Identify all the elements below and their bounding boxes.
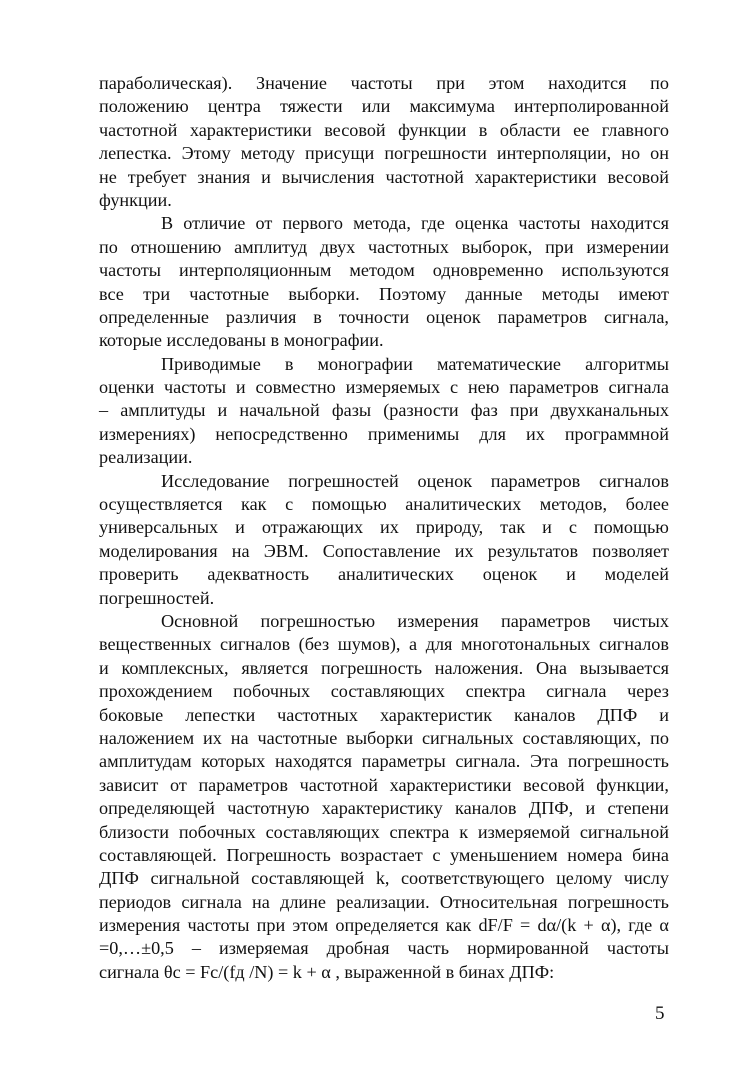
text-line: определяющей частотную характеристику каналов ДПФ, и степени	[99, 798, 669, 819]
text-line: Приводимые в монографии математические алгоритмы	[161, 353, 669, 374]
text-line: периодов сигнала на длине реализации. Относительная погрешность	[99, 891, 669, 912]
text-line: зависит от параметров частотной характеристики весовой функции,	[99, 774, 669, 795]
text-line: моделирования на ЭВМ. Сопоставление их результатов позволяет	[99, 540, 669, 561]
body-text	[99, 72, 669, 984]
text-line: измерениях) непосредственно применимы для их программной	[99, 423, 669, 444]
text-line: измерения частоты при этом определяется как dF/F = dα/(k + α), где α	[99, 915, 669, 936]
text-line: =0,…±0,5 – измеряемая дробная часть нормированной частоты	[99, 938, 669, 959]
paragraph	[99, 212, 669, 352]
text-line: параболическая). Значение частоты при этом находится по	[99, 73, 669, 93]
paragraph	[99, 470, 669, 610]
text-line: функции.	[99, 189, 172, 210]
text-line: которые исследованы в монографии.	[99, 330, 384, 351]
text-line: составляющей. Погрешность возрастает с уменьшением номера бина	[99, 844, 669, 865]
text-line: частотной характеристики весовой функции в области ее главного	[99, 119, 669, 140]
text-line: осуществляется как с помощью аналитических методов, более	[99, 494, 669, 515]
text-line: вещественных сигналов (без шумов), а для многотональных сигналов	[99, 634, 669, 655]
text-line: положению центра тяжести или максимума интерполированной	[99, 96, 669, 117]
text-line: все три частотные выборки. Поэтому данные методы имеют	[99, 283, 669, 304]
text-line: В отличие от первого метода, где оценка частоты находится	[161, 213, 669, 234]
paragraph	[99, 610, 669, 984]
text-line: не требует знания и вычисления частотной характеристики весовой	[99, 166, 669, 187]
text-line: частоты интерполяционным методом одновременно используются	[99, 260, 669, 281]
text-line: универсальных и отражающих их природу, так и с помощью	[99, 517, 669, 538]
text-line: боковые лепестки частотных характеристик каналов ДПФ и	[99, 704, 669, 725]
text-line: Исследование погрешностей оценок параметров сигналов	[161, 470, 669, 491]
text-line: ДПФ сигнальной составляющей k, соответствующего целому числу	[99, 868, 669, 889]
text-line: по отношению амплитуд двух частотных выборок, при измерении	[99, 236, 669, 257]
text-line: проверить адекватность аналитических оценок и моделей	[99, 564, 669, 585]
text-line: близости побочных составляющих спектра к измеряемой сигнальной	[99, 821, 669, 842]
text-line: оценки частоты и совместно измеряемых с нею параметров сигнала	[99, 377, 669, 398]
text-line: прохождением побочных составляющих спектра сигнала через	[99, 681, 669, 702]
text-line: сигнала θc = Fc/(fд /N) = k + α , выраженной в бинах ДПФ:	[99, 961, 555, 982]
paragraph	[99, 72, 669, 212]
text-line: определенные различия в точности оценок параметров сигнала,	[99, 306, 669, 327]
text-line: лепестка. Этому методу присущи погрешности интерполяции, но он	[99, 143, 669, 164]
text-line: амплитудам которых находятся параметры сигнала. Эта погрешность	[99, 751, 669, 772]
paragraph	[99, 353, 669, 470]
text-line: и комплексных, является погрешность наложения. Она вызывается	[99, 657, 669, 678]
page-number: 5	[655, 1003, 665, 1024]
text-line: реализации.	[99, 447, 193, 468]
text-line: погрешностей.	[99, 587, 215, 608]
text-line: наложением их на частотные выборки сигнальных составляющих, по	[99, 727, 669, 748]
text-line: – амплитуды и начальной фазы (разности фаз при двухканальных	[99, 400, 669, 421]
text-line: Основной погрешностью измерения параметров чистых	[161, 610, 669, 631]
